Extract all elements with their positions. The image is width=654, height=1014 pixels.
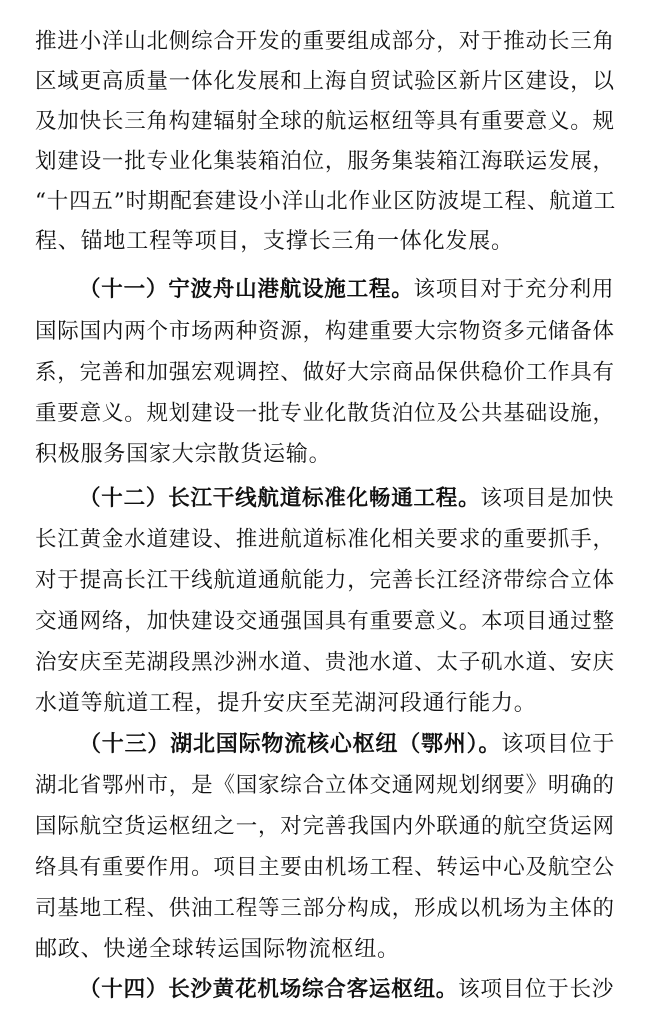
line-text: 系，完善和加强宏观调控、做好大宗商品保供稳价工作具有 xyxy=(35,360,615,385)
paragraph-line xyxy=(79,270,621,310)
paragraph-line xyxy=(35,312,621,352)
line-text: 国际航空货运枢纽之一，对完善我国内外联通的航空货运网 xyxy=(35,814,615,839)
paragraph-line xyxy=(35,766,621,806)
paragraph-line xyxy=(35,561,621,601)
paragraph-line xyxy=(79,725,621,765)
line-text: 重要意义。规划建设一批专业化散货泊位及公共基础设施， xyxy=(35,401,615,426)
line-text: 治安庆至芜湖段黑沙洲水道、贵池水道、太子矶水道、安庆 xyxy=(35,650,615,675)
line-text: 长江黄金水道建设、推进航道标准化相关要求的重要抓手， xyxy=(35,527,615,552)
line-text: 国际国内两个市场两种资源，构建重要大宗物资多元储备体 xyxy=(35,319,615,344)
paragraph-line xyxy=(35,930,621,970)
paragraph-line xyxy=(35,182,621,222)
section-heading: （十一）宁波舟山港航设施工程。 xyxy=(79,277,414,302)
line-text: 该项目位于 xyxy=(501,732,616,757)
paragraph-line xyxy=(35,394,621,434)
paragraph-line xyxy=(35,22,621,62)
paragraph-line xyxy=(35,62,621,102)
line-text: 交通网络，加快建设交通强国具有重要意义。本项目通过整 xyxy=(35,609,615,634)
paragraph-line xyxy=(35,807,621,847)
line-text: 水道等航道工程，提升安庆至芜湖河段通行能力。 xyxy=(35,691,537,716)
line-text: 该项目位于长沙 xyxy=(458,977,615,1002)
paragraph-line xyxy=(35,353,621,393)
section-heading: （十三）湖北国际物流核心枢纽（鄂州）。 xyxy=(79,732,502,757)
paragraph-line xyxy=(35,520,621,560)
line-text: 湖北省鄂州市，是《国家综合立体交通网规划纲要》明确的 xyxy=(35,773,615,798)
section-heading: （十四）长沙黄花机场综合客运枢纽。 xyxy=(79,977,459,1002)
paragraph-line xyxy=(35,848,621,888)
line-text: 积极服务国家大宗散货运输。 xyxy=(35,442,332,467)
paragraph-line xyxy=(35,684,621,724)
line-text: 及加快长三角构建辐射全球的航运枢纽等具有重要意义。规 xyxy=(35,109,615,134)
line-text: 推进小洋山北侧综合开发的重要组成部分，对于推动长三角 xyxy=(35,29,615,54)
line-text: “十四五”时期配套建设小洋山北作业区防波堤工程、航道工 xyxy=(35,189,617,214)
paragraph-line xyxy=(35,142,621,182)
paragraph-line xyxy=(35,435,621,475)
paragraph-line xyxy=(35,102,621,142)
line-text: 邮政、快递全球转运国际物流枢纽。 xyxy=(35,937,400,962)
section-heading: （十二）长江干线航道标准化畅通工程。 xyxy=(79,486,481,511)
line-text: 划建设一批专业化集装箱泊位，服务集装箱江海联运发展， xyxy=(35,149,615,174)
paragraph-line xyxy=(35,889,621,929)
paragraph-line xyxy=(35,222,621,262)
line-text: 司基地工程、供油工程等三部分构成，形成以机场为主体的 xyxy=(35,896,615,921)
paragraph-line xyxy=(35,643,621,683)
paragraph-line xyxy=(79,479,621,519)
line-text: 程、锚地工程等项目，支撑长三角一体化发展。 xyxy=(35,229,514,254)
line-text: 对于提高长江干线航道通航能力，完善长江经济带综合立体 xyxy=(35,568,615,593)
paragraph-line xyxy=(35,602,621,642)
line-text: 区域更高质量一体化发展和上海自贸试验区新片区建设，以 xyxy=(35,69,615,94)
line-text: 络具有重要作用。项目主要由机场工程、转运中心及航空公 xyxy=(35,855,615,880)
paragraph-line xyxy=(79,970,621,1010)
line-text: 该项目对于充分利用 xyxy=(413,277,615,302)
line-text: 该项目是加快 xyxy=(480,486,615,511)
